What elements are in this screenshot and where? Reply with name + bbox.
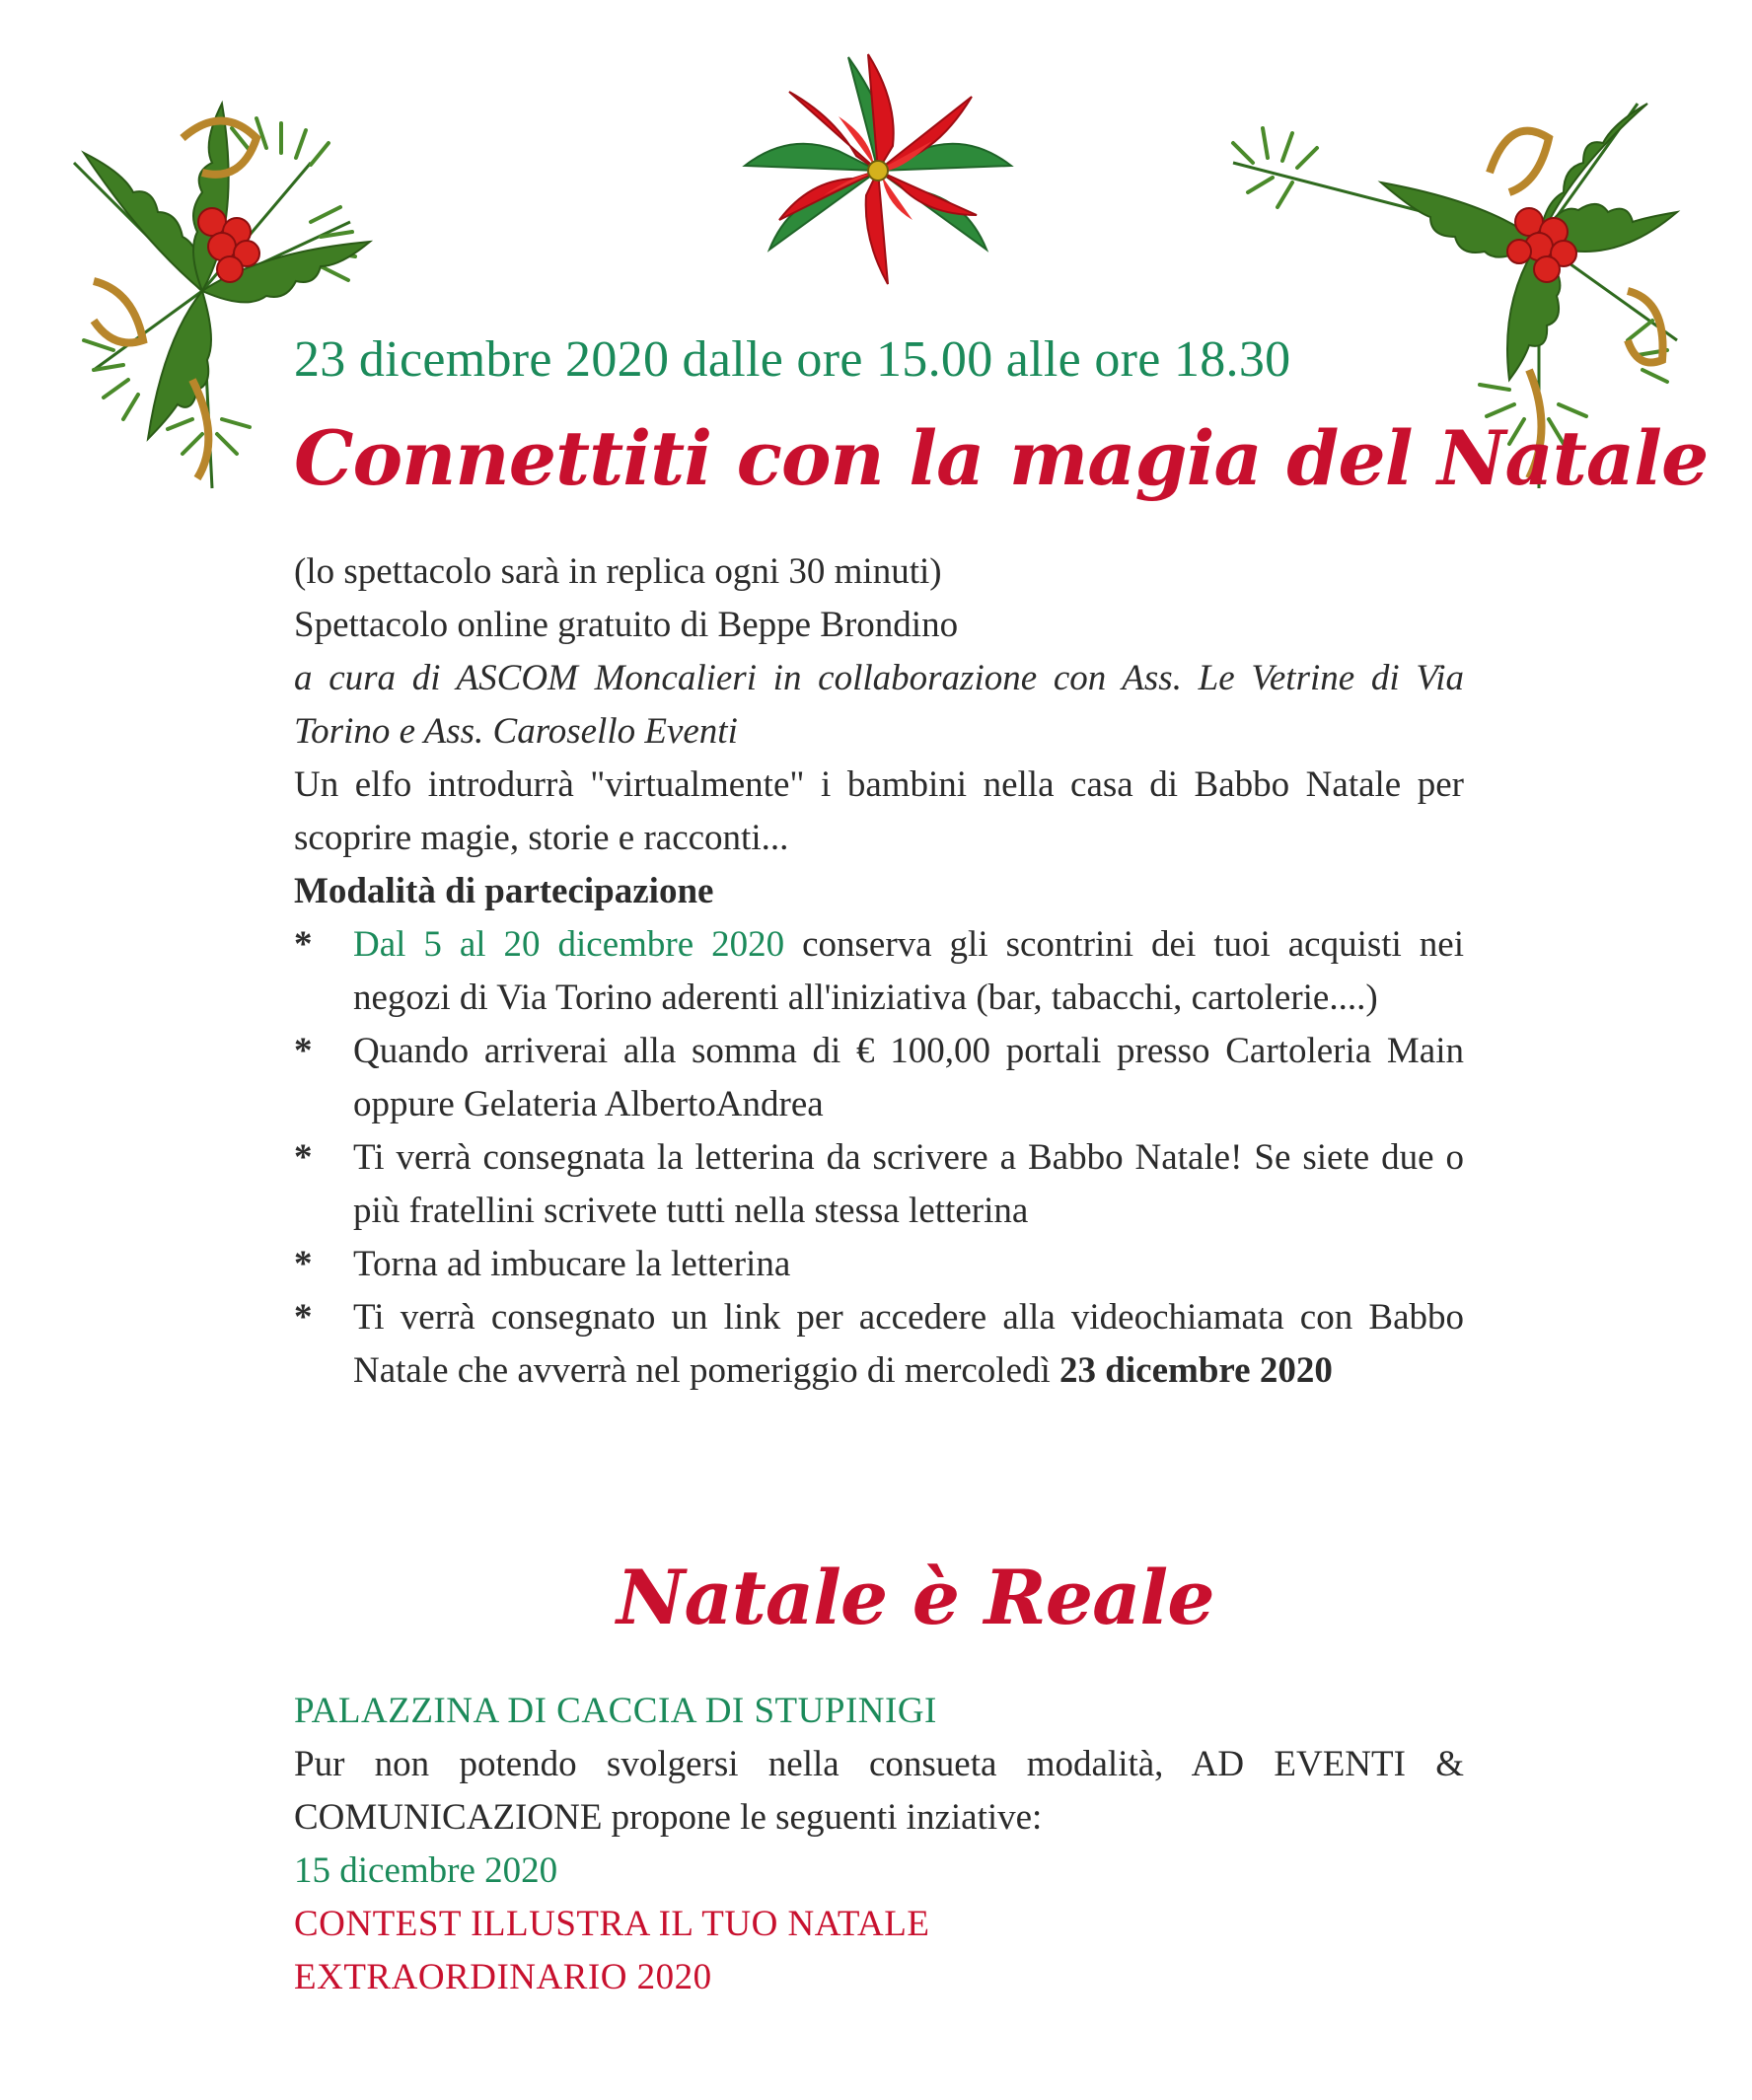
- bullet-text: Ti verrà consegnata la letterina da scrivere a Babbo Natale! Se siete due o più fratellini scrivete tutti nella stessa letterina: [353, 1137, 1464, 1231]
- bullet-asterisk: *: [294, 1137, 313, 1178]
- list-item: [294, 918, 1464, 1025]
- bullet-text: Ti verrà consegnato un link per accedere alla videochiamata con Babbo Natale che avverrà nel pomeriggio di mercoledì: [353, 1297, 1464, 1391]
- contest-line-1: CONTEST ILLUSTRA IL TUO NATALE: [294, 1904, 930, 1944]
- bullet-text: Quando arriverai alla somma di € 100,00 portali presso Cartoleria Main oppure Gelateria AlbertoAndrea: [353, 1031, 1464, 1124]
- list-item: [294, 1131, 1464, 1238]
- venue-heading: PALAZZINA DI CACCIA DI STUPINIGI: [294, 1691, 937, 1731]
- section-title: Natale è Reale: [617, 1554, 1214, 1641]
- bullet-asterisk: *: [294, 924, 313, 965]
- organizers-line: a cura di ASCOM Moncalieri in collaborazione con Ass. Le Vetrine di Via Torino e Ass. Carosello Eventi: [294, 658, 1464, 752]
- list-item: [294, 1238, 1464, 1291]
- replica-note: (lo spettacolo sarà in replica ogni 30 minuti): [294, 551, 942, 592]
- bullet-highlight: Dal 5 al 20 dicembre 2020: [353, 924, 785, 965]
- contest-line-2: EXTRAORDINARIO 2020: [294, 1957, 712, 1997]
- participation-heading: Modalità di partecipazione: [294, 871, 714, 911]
- event2-intro: Pur non potendo svolgersi nella consueta modalità, AD EVENTI & COMUNICAZIONE propone le seguenti inziative:: [294, 1744, 1464, 1838]
- bullet-text: Torna ad imbucare la letterina: [353, 1244, 791, 1284]
- poinsettia-icon: [730, 47, 1026, 294]
- list-item: [294, 1025, 1464, 1131]
- bullet-asterisk: *: [294, 1297, 313, 1338]
- list-item: [294, 1291, 1464, 1398]
- bullet-asterisk: *: [294, 1031, 313, 1071]
- event2-date: 15 dicembre 2020: [294, 1850, 558, 1891]
- event2-details: [294, 1685, 1464, 2004]
- bullet-asterisk: *: [294, 1244, 313, 1284]
- event-title: Connettiti con la magia del Natale: [294, 414, 1709, 502]
- event-description: Un elfo introdurrà "virtualmente" i bambini nella casa di Babbo Natale per scoprire magie, storie e racconti...: [294, 764, 1464, 858]
- show-line: Spettacolo online gratuito di Beppe Brondino: [294, 605, 959, 645]
- bullet-bold-date: 23 dicembre 2020: [1059, 1350, 1333, 1391]
- bullet-text: conserva gli scontrini dei tuoi acquisti nei negozi di Via Torino aderenti all'iniziativa (bar, tabacchi, cartolerie....): [353, 924, 1464, 1018]
- event-date: 23 dicembre 2020 dalle ore 15.00 alle ore 18.30: [294, 331, 1291, 388]
- event-details: [294, 545, 1464, 1398]
- participation-list: [294, 918, 1464, 1398]
